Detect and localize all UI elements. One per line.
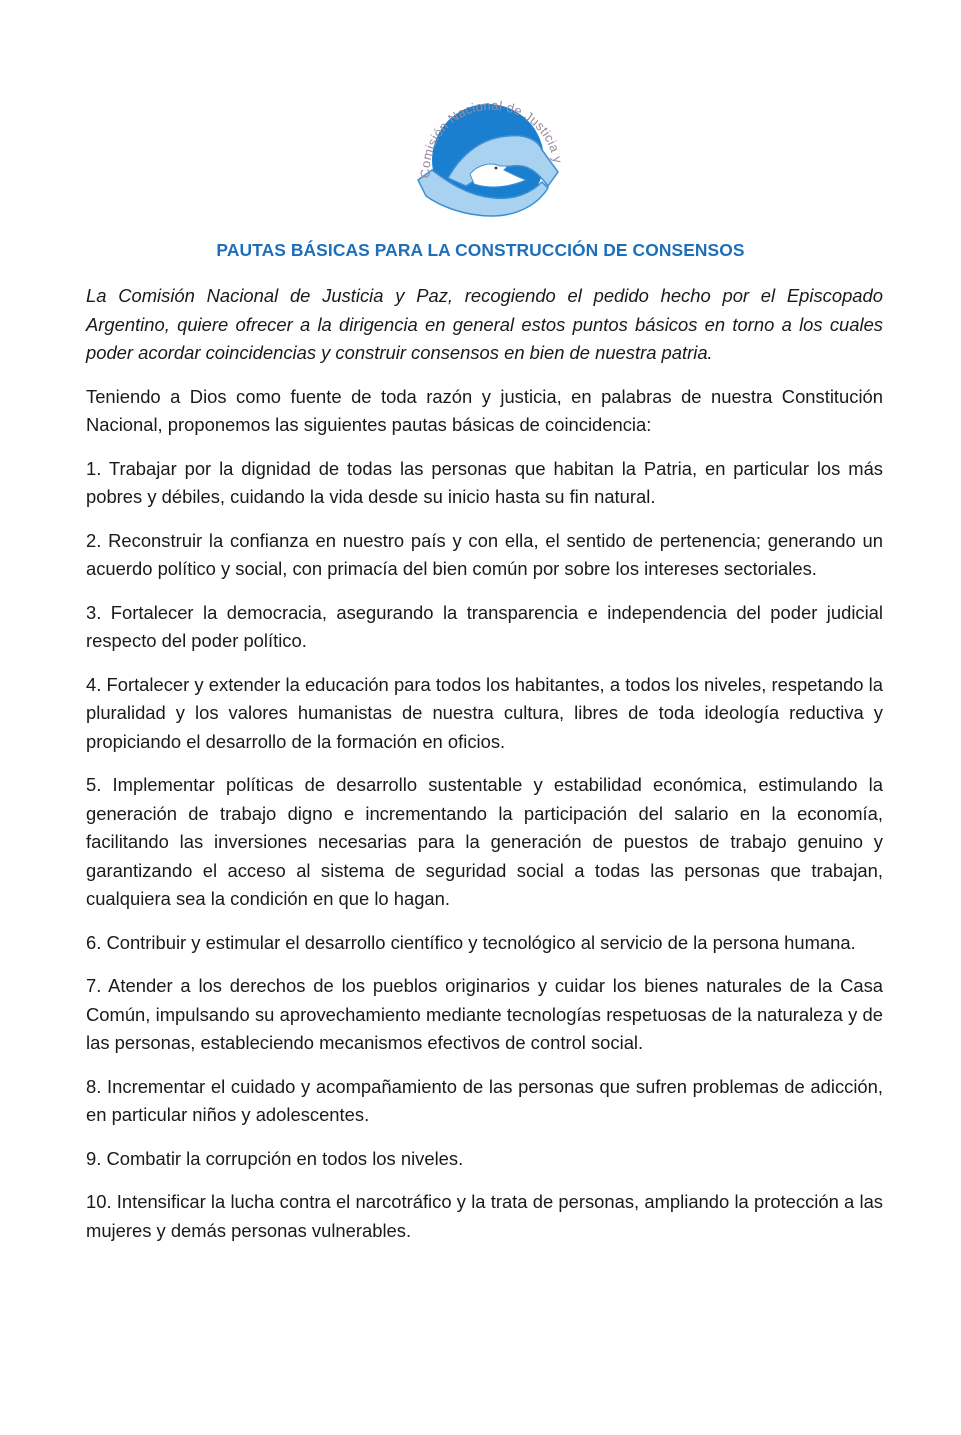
point-item: 9. Combatir la corrupción en todos los niveles.	[86, 1147, 464, 1169]
point-item: 6. Contribuir y estimular el desarrollo científico y tecnológico al servicio de la persona humana.	[86, 931, 856, 953]
point-item: 5. Implementar políticas de desarrollo sustentable y estabilidad económica, estimulando la generación de trabajo digno e incrementando la participación del salario en la economía, facilitando las inversiones necesarias para la generación de puestos de trabajo genuino y garantizando el acceso al sistema de seguridad social a todas las personas que trabajan, cualquiera sea la condición en que lo hagan.	[86, 774, 883, 909]
logo-emblem-icon	[408, 74, 568, 226]
dove-eye	[495, 167, 498, 170]
point-item: 7. Atender a los derechos de los pueblos originarios y cuidar los bienes naturales de la Casa Común, impulsando su aprovechamiento mediante tecnologías respetuosas de la naturaleza y de las personas, estableciendo mecanismos efectivos de control social.	[86, 975, 883, 1053]
document-title: PAUTAS BÁSICAS PARA LA CONSTRUCCIÓN DE CONSENSOS	[216, 240, 745, 260]
intro-paragraph: La Comisión Nacional de Justicia y Paz, recogiendo el pedido hecho por el Episcopado Argentino, quiere ofrecer a la dirigencia en general estos puntos básicos en torno a los cuales poder acordar coincidencias y construir consensos en bien de nuestra patria.	[86, 285, 883, 363]
point-item: 2. Reconstruir la confianza en nuestro país y con ella, el sentido de pertenencia; generando un acuerdo político y social, con primacía del bien común por sobre los intereses sectoriales.	[86, 529, 883, 579]
point-item: 10. Intensificar la lucha contra el narcotráfico y la trata de personas, ampliando la protección a las mujeres y demás personas vulnerables.	[86, 1191, 883, 1241]
point-item: 8. Incrementar el cuidado y acompañamiento de las personas que sufren problemas de adicción, en particular niños y adolescentes.	[86, 1075, 883, 1125]
logo-arc-text: Comisión Nacional de Justicia y	[417, 97, 566, 179]
document-body	[86, 282, 883, 1260]
point-item: 3. Fortalecer la democracia, asegurando la transparencia e independencia del poder judicial respecto del poder político.	[86, 601, 883, 651]
point-item: 4. Fortalecer y extender la educación para todos los habitantes, a todos los niveles, respetando la pluralidad y los valores humanistas de nuestra cultura, libres de toda ideología reductiva y propiciando el desarrollo de la formación en oficios.	[86, 673, 883, 752]
commission-logo	[408, 74, 568, 226]
preamble-paragraph: Teniendo a Dios como fuente de toda razón y justicia, en palabras de nuestra Constitución Nacional, proponemos las siguientes pautas básicas de coincidencia:	[86, 385, 883, 435]
point-item: 1. Trabajar por la dignidad de todas las personas que habitan la Patria, en particular los más pobres y débiles, cuidando la vida desde su inicio hasta su fin natural.	[86, 457, 883, 507]
